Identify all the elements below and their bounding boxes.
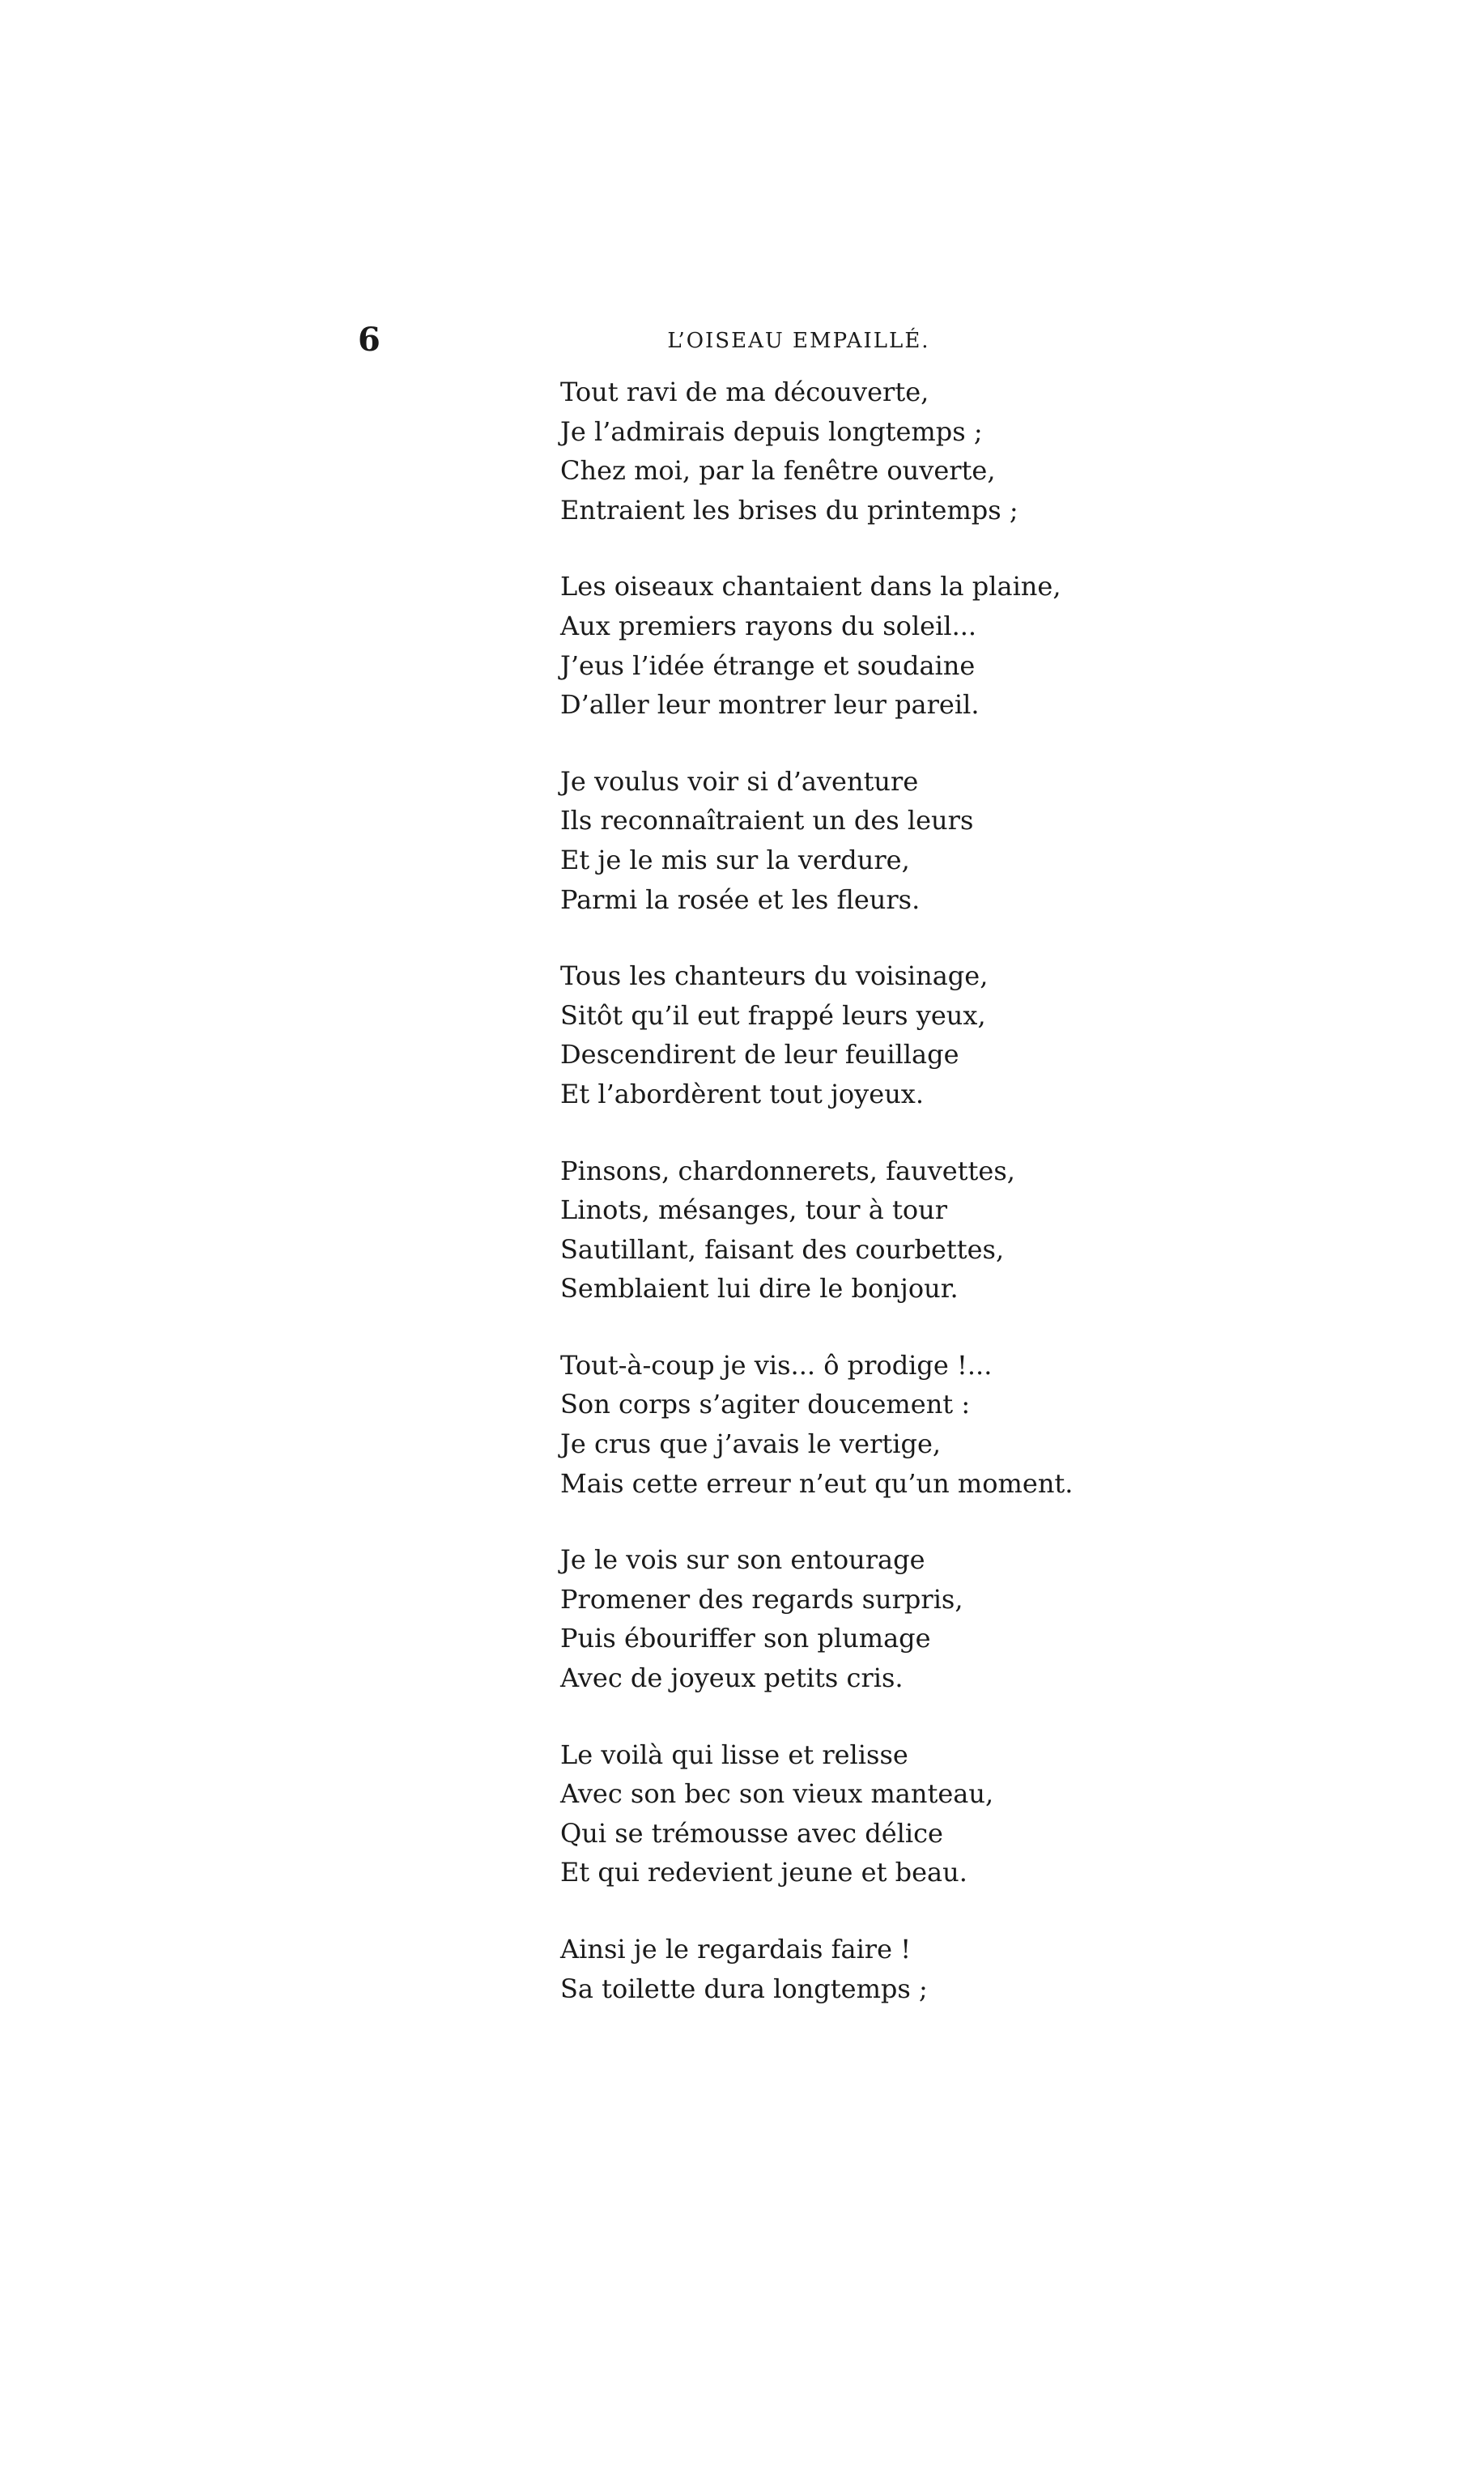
verse-line: Et qui redevient jeune et beau. [560, 1857, 967, 1888]
verse-line: Aux premiers rayons du soleil... [560, 610, 977, 641]
stanza [560, 1346, 1127, 1503]
stanza [560, 372, 1127, 530]
stanza [560, 956, 1127, 1113]
verse-line: Et je le mis sur la verdure, [560, 844, 910, 875]
stanza [560, 1540, 1127, 1697]
running-title: L’OISEAU EMPAILLÉ. [667, 329, 930, 353]
verse-line: Ils reconnaîtraient un des leurs [560, 805, 974, 836]
verse-line: Les oiseaux chantaient dans la plaine, [560, 571, 1061, 602]
verse-line: Semblaient lui dire le bonjour. [560, 1273, 959, 1305]
verse-line: Sa toilette dura longtemps ; [560, 1973, 928, 2004]
verse-line: Descendirent de leur feuillage [560, 1039, 959, 1071]
verse-line: Le voilà qui lisse et relisse [560, 1739, 908, 1770]
verse-line: Chez moi, par la fenêtre ouverte, [560, 455, 996, 487]
verse-line: Je crus que j’avais le vertige, [560, 1428, 942, 1460]
stanza [560, 1930, 1127, 2008]
verse-line: Je le vois sur son entourage [560, 1544, 925, 1576]
verse-line: Entraient les brises du printemps ; [560, 494, 1018, 526]
verse-line: Sitôt qu’il eut frappé leurs yeux, [560, 999, 986, 1031]
verse-line: Avec de joyeux petits cris. [560, 1662, 904, 1694]
verse-line: Je l’admirais depuis longtemps ; [560, 415, 983, 447]
verse-line: Ainsi je le regardais faire ! [560, 1934, 912, 1965]
verse-line: Son corps s’agiter doucement : [560, 1389, 971, 1420]
verse-line: Parmi la rosée et les fleurs. [560, 883, 921, 915]
verse-line: D’aller leur montrer leur pareil. [560, 689, 980, 721]
stanza [560, 1735, 1127, 1892]
verse-line: Pinsons, chardonnerets, fauvettes, [560, 1155, 1015, 1186]
verse-line: Tout ravi de ma découverte, [560, 377, 929, 407]
stanza [560, 762, 1127, 919]
verse-line: Tout-à-coup je vis... ô prodige !... [560, 1349, 993, 1381]
poem [560, 372, 1127, 2008]
verse-line: Promener des regards surpris, [560, 1583, 963, 1615]
page-number: 6 [358, 321, 381, 359]
verse-line: Sautillant, faisant des courbettes, [560, 1233, 1005, 1265]
verse-line: Linots, mésanges, tour à tour [560, 1194, 948, 1226]
verse-line: Tous les chanteurs du voisinage, [560, 960, 989, 992]
verse-line: Puis ébouriffer son plumage [560, 1623, 931, 1654]
verse-line: Et l’abordèrent tout joyeux. [560, 1078, 925, 1109]
verse-line: Avec son bec son vieux manteau, [560, 1778, 994, 1810]
stanza [560, 567, 1127, 724]
verse-line: Je voulus voir si d’aventure [560, 765, 919, 797]
stanza [560, 1151, 1127, 1309]
verse-line: J’eus l’idée étrange et soudaine [560, 649, 976, 681]
verse-line: Mais cette erreur n’eut qu’un moment. [560, 1467, 1074, 1499]
verse-line: Qui se trémousse avec délice [560, 1817, 943, 1849]
